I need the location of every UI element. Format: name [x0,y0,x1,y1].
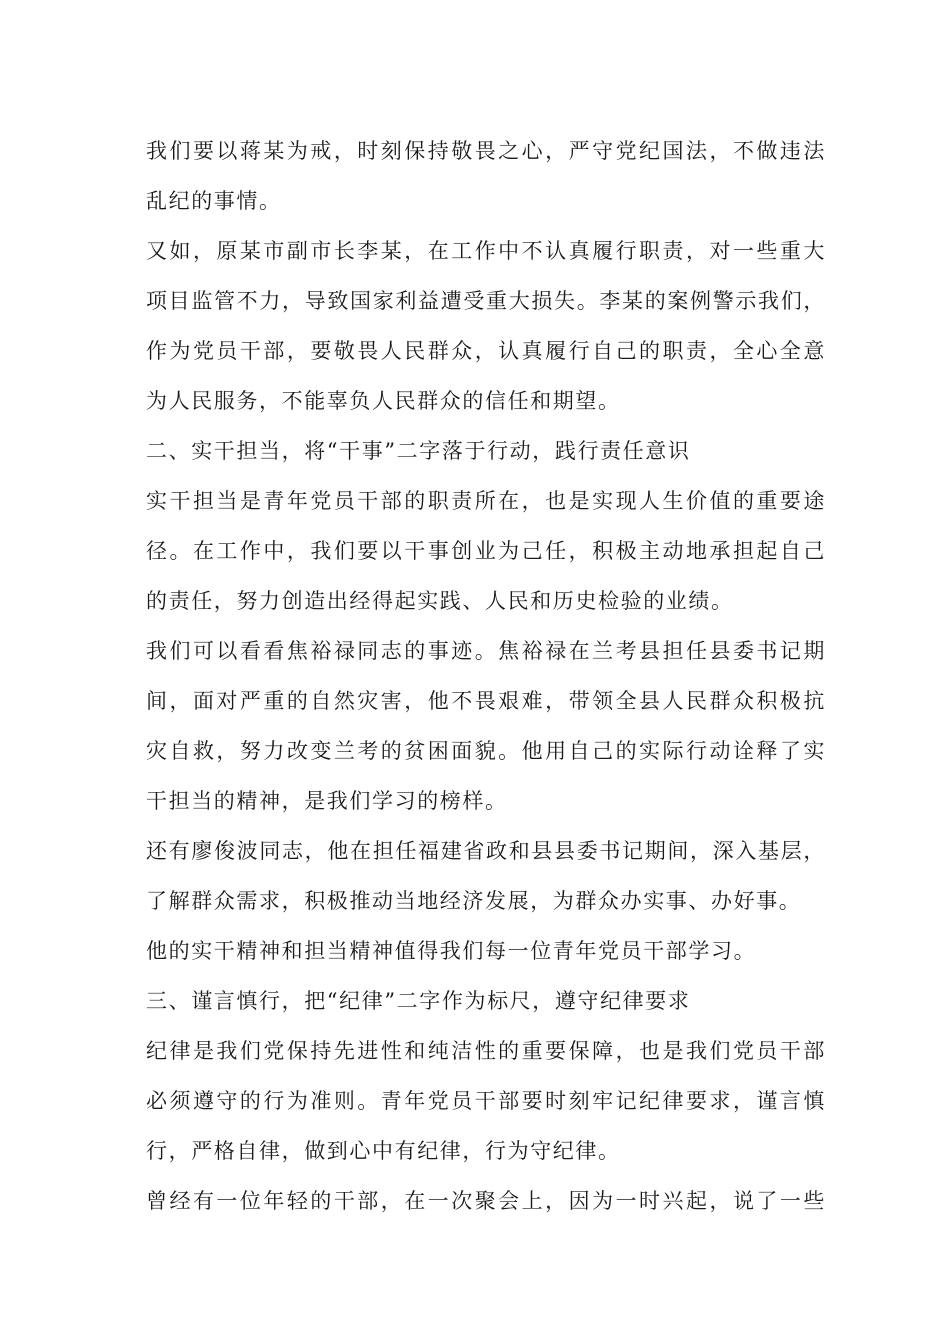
text-line: 为人民服务，不能辜负人民群众的信任和期望。 [146,389,621,413]
text-line: 行，严格自律，做到心中有纪律，行为守纪律。 [146,1139,621,1163]
text-line: 乱纪的事情。 [146,189,282,213]
text-line: 的责任，努力创造出经得起实践、人民和历史检验的业绩。 [146,589,734,613]
text-line: 我们要以蒋某为戒，时刻保持敬畏之心，严守党纪国法，不做违法 [146,139,826,163]
text-line: 间，面对严重的自然灾害，他不畏艰难，带领全县人民群众积极抗 [146,689,826,713]
text-line: 了解群众需求，积极推动当地经济发展，为群众办实事、办好事。 [146,889,802,913]
text-line: 项目监管不力，导致国家利益遭受重大损失。李某的案例警示我们， [146,289,826,313]
text-line: 干担当的精神，是我们学习的榜样。 [146,789,508,813]
section-heading: 二、实干担当，将“干事”二字落于行动，践行责任意识 [146,439,691,463]
text-line: 灾自救，努力改变兰考的贫困面貌。他用自己的实际行动诠释了实 [146,739,826,763]
text-line: 作为党员干部，要敬畏人民群众，认真履行自己的职责，全心全意 [146,339,826,363]
text-line: 纪律是我们党保持先进性和纯洁性的重要保障，也是我们党员干部 [146,1039,826,1063]
text-line: 他的实干精神和担当精神值得我们每一位青年党员干部学习。 [146,939,757,963]
text-line: 必须遵守的行为准则。青年党员干部要时刻牢记纪律要求，谨言慎 [146,1089,826,1113]
text-line: 还有廖俊波同志，他在担任福建省政和县县委书记期间，深入基层， [146,839,826,863]
text-line: 实干担当是青年党员干部的职责所在，也是实现人生价值的重要途 [146,489,826,513]
section-heading: 三、谨言慎行，把“纪律”二字作为标尺，遵守纪律要求 [146,989,691,1013]
text-line: 径。在工作中，我们要以干事创业为己任，积极主动地承担起自己 [146,539,826,563]
text-line: 又如，原某市副市长李某，在工作中不认真履行职责，对一些重大 [146,239,826,263]
text-line: 我们可以看看焦裕禄同志的事迹。焦裕禄在兰考县担任县委书记期 [146,639,826,663]
text-line: 曾经有一位年轻的干部，在一次聚会上，因为一时兴起，说了一些 [146,1189,826,1213]
